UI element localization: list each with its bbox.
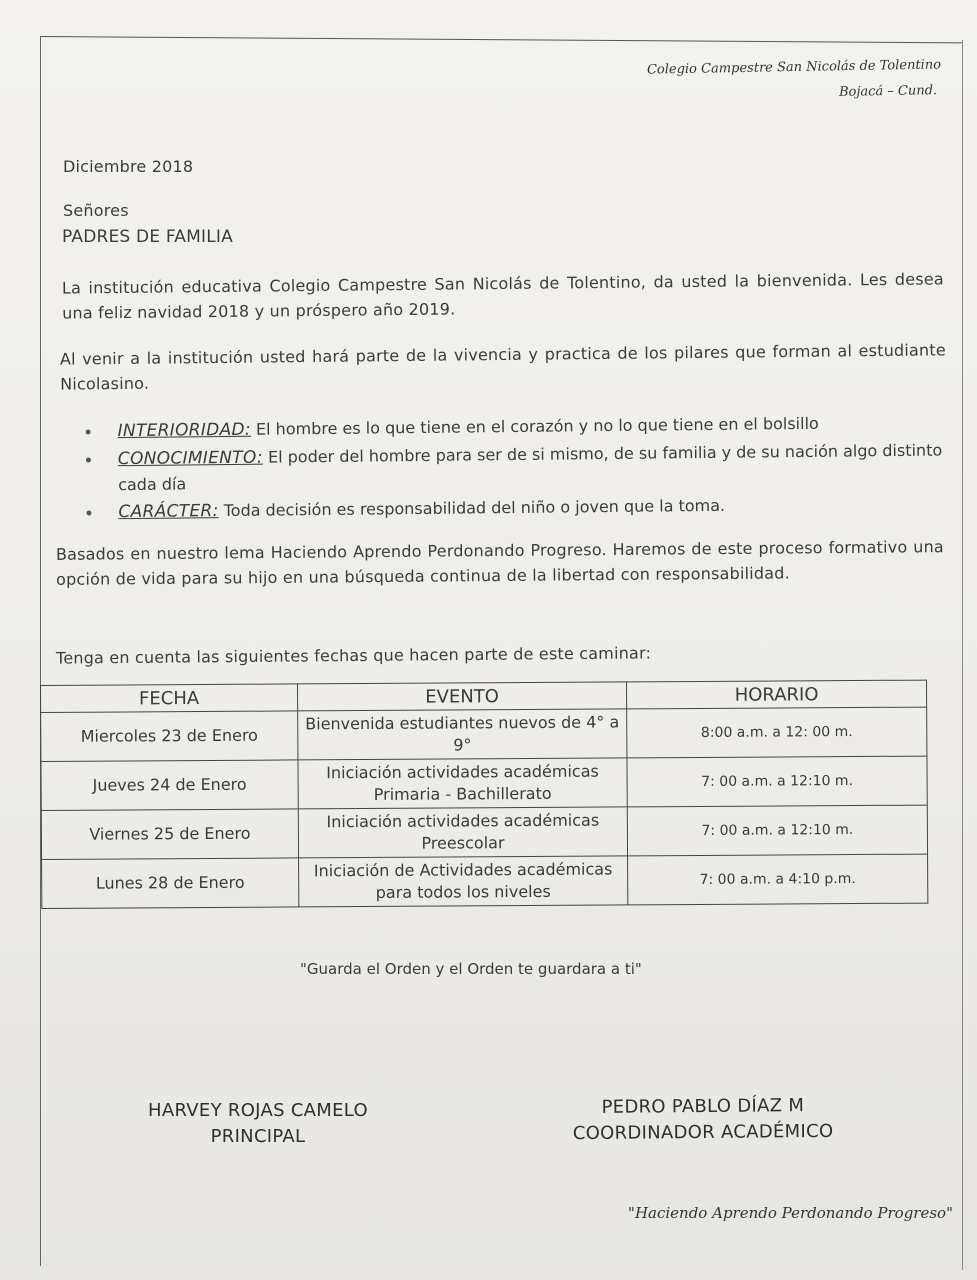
pillar-term: INTERIORIDAD: [117,419,252,442]
header-fecha: FECHA [41,684,298,713]
cell-fecha: Miercoles 23 de Enero [41,711,298,762]
footer-slogan: "Haciendo Aprendo Perdonando Progreso" [628,1204,953,1222]
welcome-paragraph: La institución educativa Colegio Campestre San Nicolás de Tolentino, da usted la bienvenida. Les desea una feliz navidad 2018 y un próspero año 2019. [61,269,944,323]
school-name: Colegio Campestre San Nicolás de Tolentino [646,57,942,78]
recipient: PADRES DE FAMILIA [62,227,233,247]
cell-fecha: Viernes 25 de Enero [41,809,298,860]
pillar-text: El poder del hombre para ser de si mismo, de su familia y de su nación algo distinto cada día [118,440,943,495]
cell-evento: Iniciación actividades académicas Preescolar [298,807,627,858]
cell-horario: 8:00 a.m. a 12: 00 m. [627,707,927,758]
motto-paragraph: Basados en nuestro lema Haciendo Aprendo Perdonando Progreso. Haremos de este proceso formativo una opción de vida para su hijo en una búsqueda continua de la libertad con responsabilidad. [55,537,944,589]
page-border-right [962,40,963,1270]
schedule-table [40,680,928,909]
pillar-item-conocimiento [84,437,946,497]
page-border-top [40,36,962,43]
cell-evento: Iniciación de Actividades académicas para todos los niveles [299,856,628,907]
bullet-icon [86,457,91,462]
bullet-icon [86,429,91,434]
motto-quote: "Guarda el Orden y el Orden te guardara a ti" [300,960,642,978]
cell-horario: 7: 00 a.m. a 12:10 m. [627,756,927,807]
cell-horario: 7: 00 a.m. a 12:10 m. [627,805,927,856]
signature-role: COORDINADOR ACADÉMICO [572,1120,834,1145]
signature-principal [120,1098,396,1150]
salutation: Señores [63,201,129,220]
header-evento: EVENTO [297,682,626,711]
cell-fecha: Lunes 28 de Enero [42,858,299,909]
signature-name: HARVEY ROJAS CAMELO [148,1100,368,1121]
signature-name: PEDRO PABLO DÍAZ M [601,1095,805,1118]
cell-fecha: Jueves 24 de Enero [41,760,298,811]
school-location: Bojacá – Cund. [838,83,938,100]
page-border-left [40,36,41,1266]
pillar-text: Toda decisión es responsabilidad del niño o joven que la toma. [218,495,726,521]
signature-role: PRINCIPAL [210,1126,306,1147]
signature-coordinator [540,1093,866,1148]
pillars-intro-paragraph: Al venir a la institución usted hará parte de la vivencia y practica de los pilares que forman al estudiante Nicolasino. [59,340,946,394]
cell-horario: 7: 00 a.m. a 4:10 p.m. [628,854,928,905]
schedule-table-wrapper [40,680,927,909]
header-horario: HORARIO [626,680,926,709]
pillar-text: El hombre es lo que tiene en el corazón y no lo que tiene en el bolsillo [250,413,819,439]
dates-intro: Tenga en cuenta las siguientes fechas que hacen parte de este caminar: [55,643,652,668]
table-row [41,756,927,810]
pillar-term: CARÁCTER: [118,501,219,523]
cell-evento: Bienvenida estudiantes nuevos de 4° a 9° [298,709,627,760]
bullet-icon [86,510,91,515]
cell-evento: Iniciación actividades académicas Primaria - Bachillerato [298,758,627,809]
pillars-list [83,409,946,527]
table-row [41,707,927,761]
letter-date: Diciembre 2018 [63,157,194,176]
pillar-term: CONOCIMIENTO: [117,447,264,470]
table-row [41,805,927,859]
table-row [42,854,928,908]
